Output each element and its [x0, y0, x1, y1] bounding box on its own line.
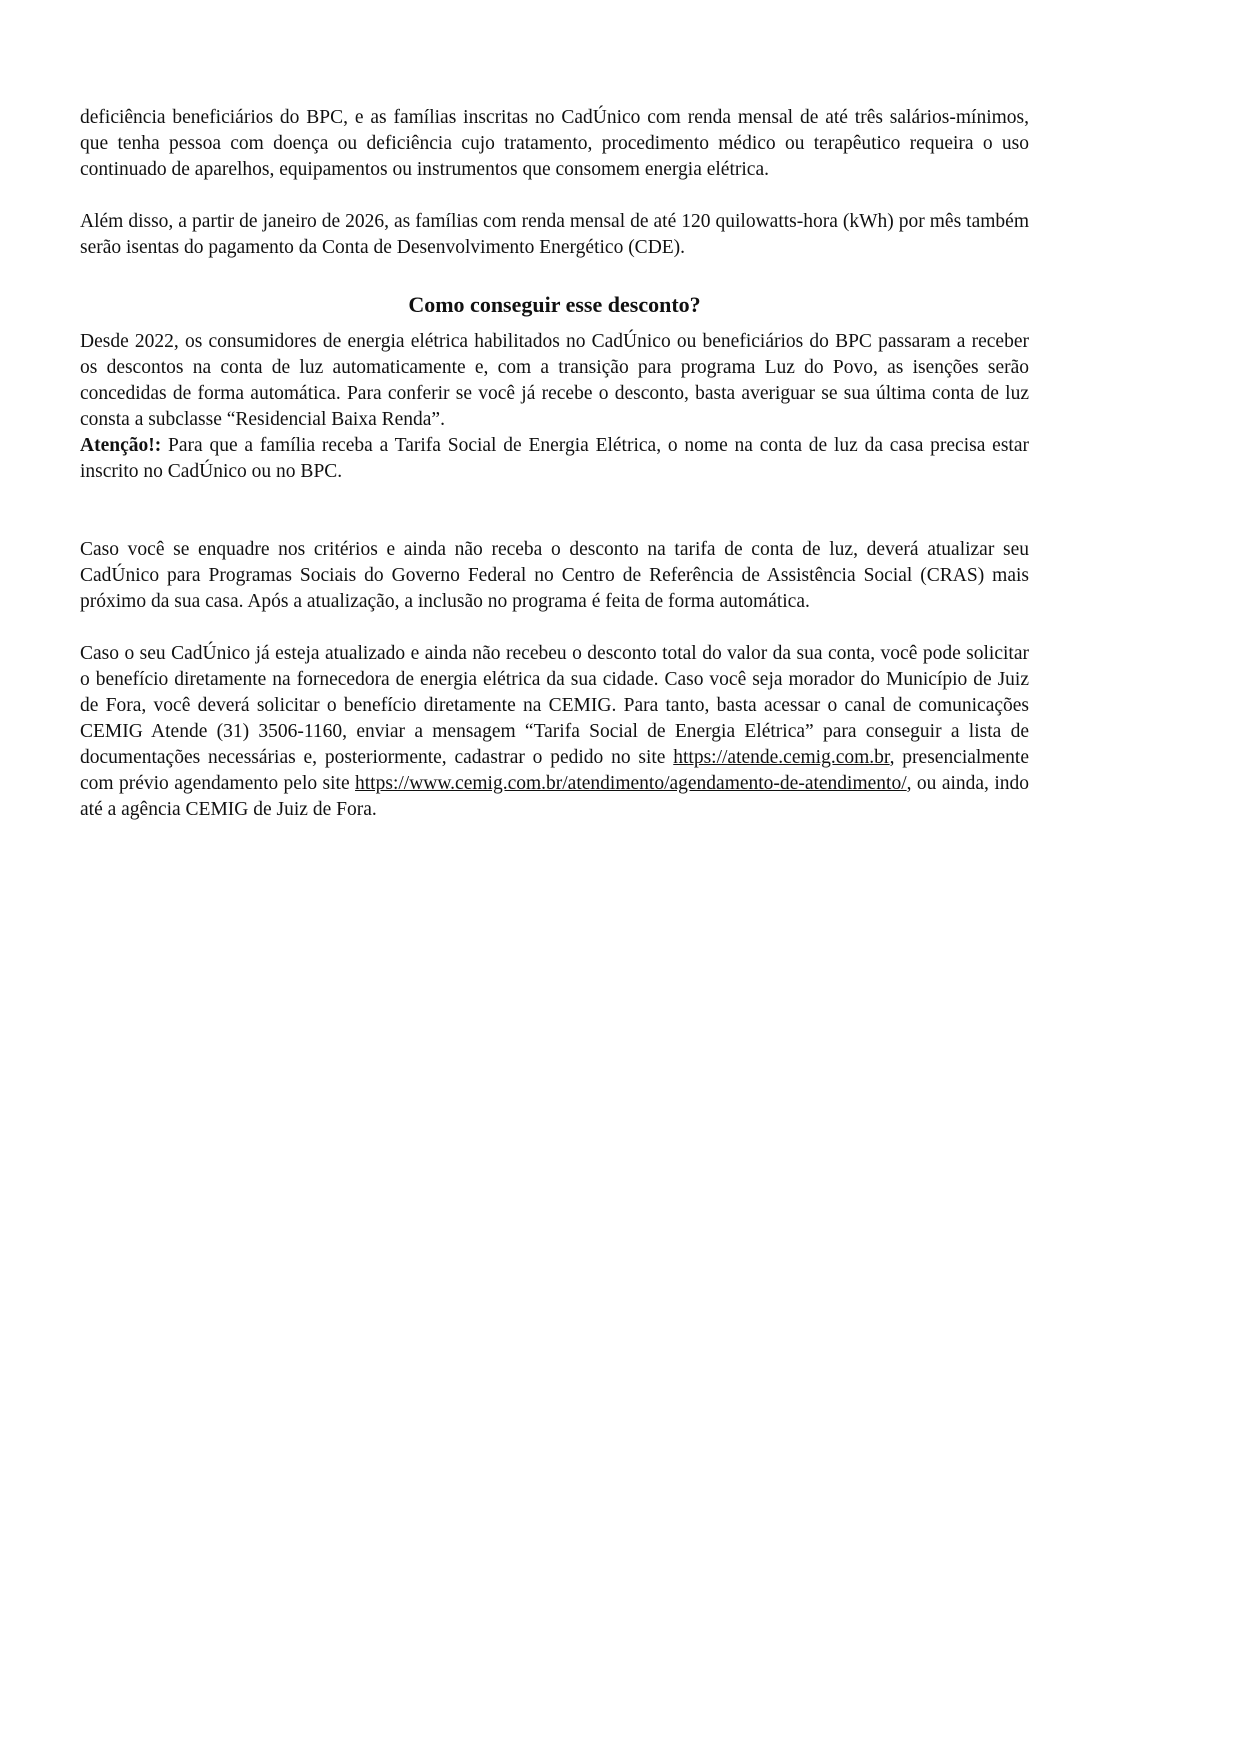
- spacer: [80, 615, 1029, 641]
- paragraph-eligibility: deficiência beneficiários do BPC, e as famílias inscritas no CadÚnico com renda mensal de até três salários-mínimos, que tenha pessoa com doença ou deficiência cujo tratamento, procedimento médico ou terapêutico requeira o uso continuado de aparelhos, equipamentos ou instrumentos que consomem energia elétrica.: [80, 107, 1029, 180]
- spacer: [80, 485, 1029, 537]
- cemig-text-c: , ou ainda, indo até a agência CEMIG de Juiz de Fora.: [80, 773, 1029, 820]
- link-cemig-agendamento[interactable]: https://www.cemig.com.br/atendimento/agendamento-de-atendimento/: [355, 773, 907, 794]
- cemig-text-b: , presencialmente com prévio agendamento pelo site: [80, 747, 1029, 794]
- section-heading: Como conseguir esse desconto?: [408, 292, 701, 317]
- document-page: [80, 105, 1029, 823]
- paragraph-automatic-discount: Desde 2022, os consumidores de energia elétrica habilitados no CadÚnico ou beneficiários do BPC passaram a receber os descontos na conta de luz automaticamente e, com a transição para programa Luz do Povo, as isenções serão concedidas de forma automática. Para conferir se você já recebe o desconto, basta averiguar se sua última conta de luz consta a subclasse “Residencial Baixa Renda”.: [80, 331, 1029, 430]
- link-atende-cemig[interactable]: https://atende.cemig.com.br: [673, 747, 890, 768]
- paragraph-update-cadunico: Caso você se enquadre nos critérios e ainda não receba o desconto na tarifa de conta de luz, deverá atualizar seu CadÚnico para Programas Sociais do Governo Federal no Centro de Referência de Assistência Social (CRAS) mais próximo da sua casa. Após a atualização, a inclusão no programa é feita de forma automática.: [80, 539, 1029, 612]
- spacer: [80, 261, 1029, 287]
- paragraph-cde-exemption: Além disso, a partir de janeiro de 2026, as famílias com renda mensal de até 120 quilowatts-hora (kWh) por mês também serão isentas do pagamento da Conta de Desenvolvimento Energético (CDE).: [80, 211, 1029, 258]
- paragraph-cemig-request: [80, 641, 1029, 823]
- spacer: [80, 183, 1029, 209]
- paragraph-attention: [80, 433, 1029, 485]
- attention-label: Atenção!:: [80, 435, 162, 456]
- attention-text: Para que a família receba a Tarifa Social de Energia Elétrica, o nome na conta de luz da casa precisa estar inscrito no CadÚnico ou no BPC.: [80, 435, 1029, 482]
- cemig-text-a: Caso o seu CadÚnico já esteja atualizado e ainda não recebeu o desconto total do valor da sua conta, você pode solicitar o benefício diretamente na fornecedora de energia elétrica da sua cidade. Caso você seja morador do Município de Juiz de Fora, você deverá solicitar o benefício diretamente na CEMIG. Para tanto, basta acessar o canal de comunicações CEMIG Atende (31) 3506-1160, enviar a mensagem “Tarifa Social de Energia Elétrica” para conseguir a lista de documentações necessárias e, posteriormente, cadastrar o pedido no site: [80, 643, 1029, 768]
